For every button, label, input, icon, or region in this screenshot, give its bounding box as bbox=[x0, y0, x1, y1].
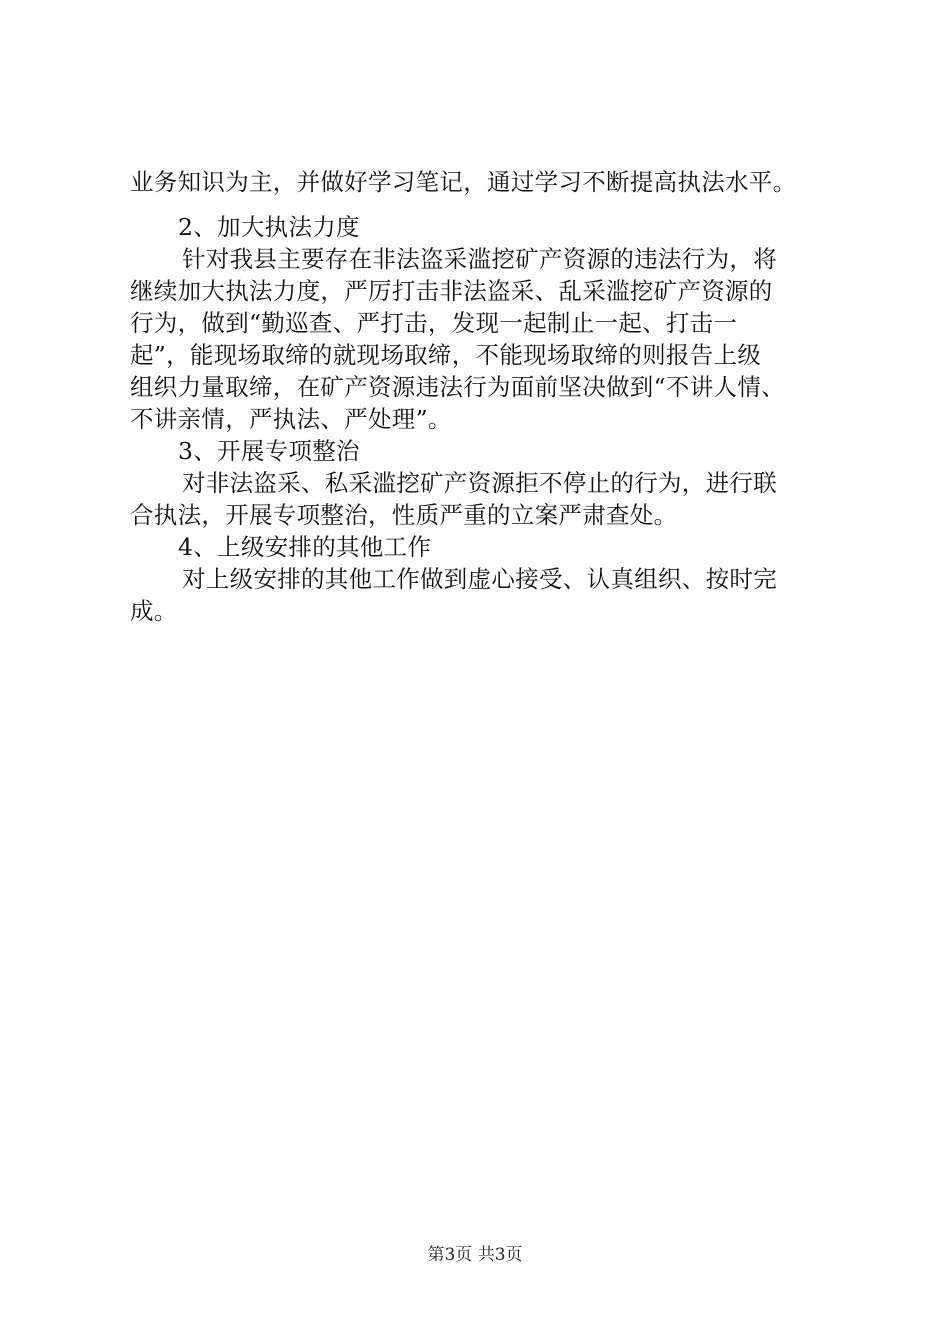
section-heading: 4、上级安排的其他工作 bbox=[178, 533, 432, 561]
body-line: 合执法，开展专项整治，性质严重的立案严肃查处。 bbox=[130, 501, 678, 529]
document-body bbox=[130, 166, 830, 627]
body-line: 业务知识为主，并做好学习笔记，通过学习不断提高执法水平。 bbox=[130, 168, 797, 196]
body-line: 对非法盗采、私采滥挖矿产资源拒不停止的行为，进行联 bbox=[182, 469, 777, 497]
body-line: 起”，能现场取缔的就现场取缔，不能现场取缔的则报告上级 bbox=[130, 341, 762, 369]
body-line: 行为，做到“勤巡查、严打击，发现一起制止一起、打击一 bbox=[130, 309, 738, 337]
body-line: 对上级安排的其他工作做到虚心接受、认真组织、按时完 bbox=[182, 565, 777, 593]
body-line: 组织力量取缔，在矿产资源违法行为面前坚决做到“不讲人情、 bbox=[130, 373, 785, 401]
body-line: 成。 bbox=[130, 597, 178, 625]
section-heading: 2、加大执法力度 bbox=[178, 213, 360, 241]
body-line: 不讲亲情，严执法、严处理”。 bbox=[130, 405, 452, 433]
section-heading: 3、开展专项整治 bbox=[178, 437, 360, 465]
body-line: 继续加大执法力度，严厉打击非法盗采、乱采滥挖矿产资源的 bbox=[130, 277, 773, 305]
page-footer: 第3页 共3页 bbox=[427, 1245, 523, 1265]
body-line: 针对我县主要存在非法盗采滥挖矿产资源的违法行为，将 bbox=[182, 245, 777, 273]
paragraph-gap bbox=[130, 198, 830, 211]
